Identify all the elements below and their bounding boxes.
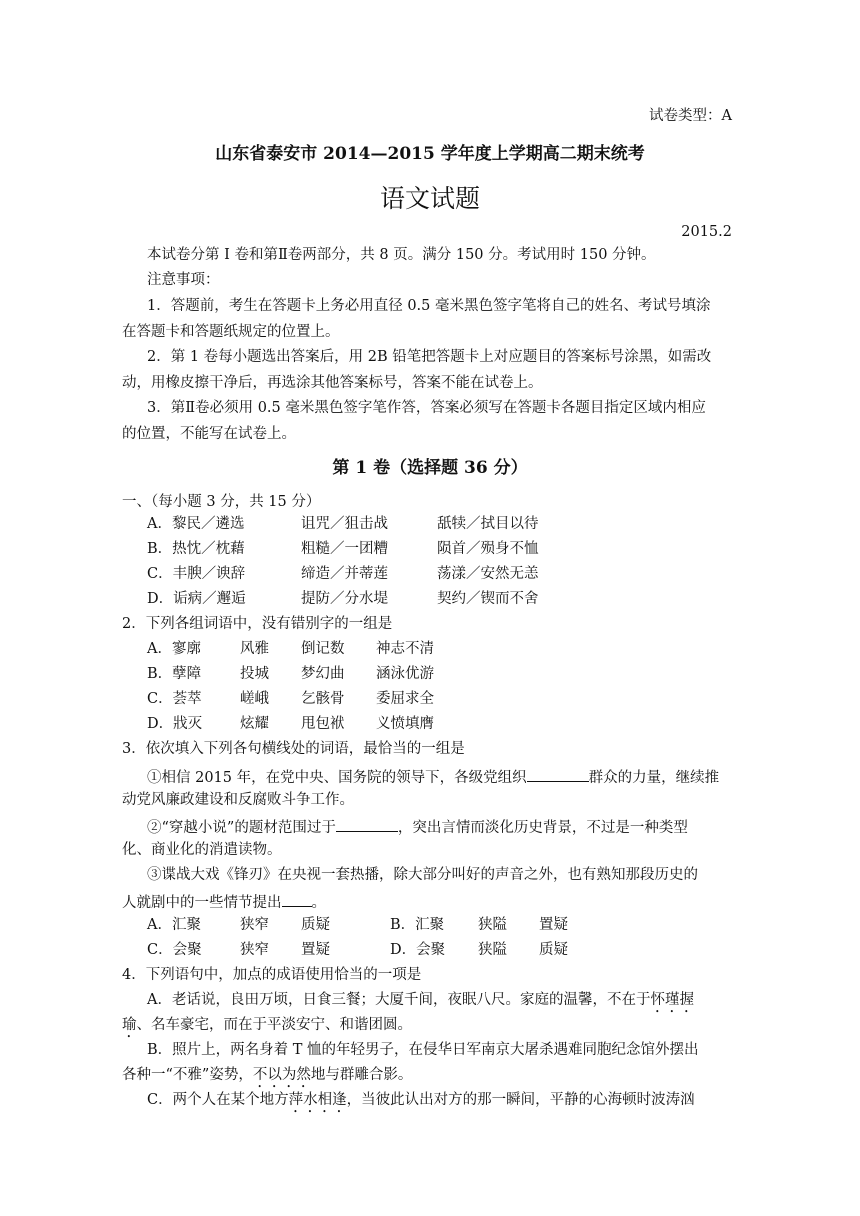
q1-c-2: 缔造／并蒂莲 (301, 566, 388, 582)
q2-c-2: 嵯峨 (240, 691, 269, 707)
q3-a-1: A．汇聚 (147, 917, 201, 933)
q3-a-3: 质疑 (301, 917, 330, 933)
q3-c-2: 狭窄 (240, 942, 269, 958)
q3-c-1: C．会聚 (147, 942, 202, 958)
q4-option-c-line-1 (147, 1090, 695, 1116)
q1-a-1: A．黎民／遴选 (147, 516, 245, 532)
note-3-line-1: 3．第Ⅱ卷必须用 0.5 毫米黑色签字笔作答，答案必须写在答题卡各题目指定区域内相应 (147, 400, 706, 416)
q3-s3-text-2: 。 (311, 895, 326, 911)
q4-a-idiom-end: 瑜 (122, 1017, 137, 1033)
q3-c-3: 置疑 (301, 942, 330, 958)
q2-stem: 2．下列各组词语中，没有错别字的一组是 (122, 616, 393, 632)
q1-d-1: D．诟病／邂逅 (147, 591, 246, 607)
q3-blank-2 (336, 815, 398, 832)
q3-d-1: D．会聚 (390, 942, 446, 958)
note-3-line-2: 的位置，不能写在试卷上。 (122, 426, 296, 442)
q2-a-4: 神志不清 (376, 641, 434, 657)
q4-c-idiom: 萍水相逢 (288, 1092, 347, 1108)
q2-d-2: 炫耀 (240, 716, 269, 732)
q4-a-text-2: 、名车豪宅，而在于平淡安宁、和谐团圆。 (136, 1017, 412, 1033)
q3-b-2: 狭隘 (478, 917, 507, 933)
q2-a-3: 倒记数 (301, 641, 345, 657)
q4-b-idiom: 不以为然 (252, 1067, 311, 1083)
section-1-title: 第 1 卷（选择题 36 分） (332, 458, 528, 478)
note-1-line-2: 在答题卡和答题纸规定的位置上。 (122, 324, 340, 340)
q2-a-1: A．寥廓 (147, 641, 201, 657)
q4-option-a-line-1 (147, 990, 694, 1016)
q1-a-2: 诅咒／狙击战 (301, 516, 388, 532)
q1-d-2: 提防／分水堤 (301, 591, 388, 607)
q3-blank-3 (282, 890, 312, 907)
exam-date: 2015.2 (681, 224, 732, 240)
q3-s3-text: 人就剧中的一些情节提出 (122, 895, 282, 911)
q2-c-1: C．荟萃 (147, 691, 202, 707)
q3-s2-text-2: ，突出言情而淡化历史背景，不过是一种类型 (397, 820, 688, 836)
q4-stem: 4．下列语句中，加点的成语使用恰当的一项是 (122, 967, 422, 983)
q3-sentence-1-line-2: 动党风廉政建设和反腐败斗争工作。 (122, 792, 354, 808)
note-2-line-2: 动，用橡皮擦干净后，再选涂其他答案标号，答案不能在试卷上。 (122, 375, 543, 391)
q3-stem: 3．依次填入下列各句横线处的词语，最恰当的一组是 (122, 741, 465, 757)
exam-title: 山东省泰安市 2014—2015 学年度上学期高二期末统考 (215, 144, 645, 164)
q3-blank-1 (527, 765, 589, 782)
q4-b-text: 各种一“不雅”姿势， (122, 1067, 253, 1083)
q2-d-3: 甩包袱 (301, 716, 345, 732)
q3-d-3: 质疑 (539, 942, 568, 958)
q2-b-4: 涵泳优游 (376, 666, 434, 682)
q4-option-b-line-2 (122, 1065, 412, 1091)
q2-b-2: 投城 (240, 666, 269, 682)
q4-option-a-line-2 (122, 1015, 412, 1041)
q3-sentence-3-line-1: ③谍战大戏《锋刃》在央视一套热播，除大部分叫好的声音之外，也有熟知那段历史的 (147, 867, 698, 883)
subject-title: 语文试题 (379, 184, 480, 213)
q4-option-b-line-1: B．照片上，两名身着 T 恤的年轻男子，在侵华日军南京大屠杀遇难同胞纪念馆外摆出 (147, 1042, 699, 1058)
q3-sentence-2-line-2: 化、商业化的消遣读物。 (122, 842, 282, 858)
q2-a-2: 风雅 (240, 641, 269, 657)
q1-b-2: 粗糙／一团糟 (301, 541, 388, 557)
q1-c-3: 荡漾／安然无恙 (437, 566, 539, 582)
q3-s1-text: ①相信 2015 年，在党中央、国务院的领导下，各级党组织 (147, 770, 527, 786)
q3-b-1: B．汇聚 (390, 917, 445, 933)
q3-d-2: 狭隘 (478, 942, 507, 958)
q3-sentence-1-line-1 (147, 765, 719, 788)
q1-b-1: B．热忱／枕藉 (147, 541, 245, 557)
q3-s1-text-2: 群众的力量，继续推 (588, 770, 720, 786)
q1-b-3: 陨首／殒身不恤 (437, 541, 539, 557)
q2-d-1: D．戕灭 (147, 716, 203, 732)
q2-b-3: 梦幻曲 (301, 666, 345, 682)
note-2-line-1: 2．第 1 卷每小题选出答案后，用 2B 铅笔把答题卡上对应题目的答案标号涂黑，如需改 (147, 349, 712, 365)
q3-sentence-3-line-2 (122, 890, 326, 913)
q3-s2-text: ②“穿越小说”的题材范围过于 (147, 820, 336, 836)
q4-c-text-2: ，当彼此认出对方的那一瞬间，平静的心海顿时波涛汹 (346, 1092, 695, 1108)
q2-d-4: 义愤填膺 (376, 716, 434, 732)
q1-stem: 一、（每小题 3 分，共 15 分） (122, 494, 321, 510)
q4-a-text: A．老话说，良田万顷，日食三餐；大厦千间，夜眠八尺。家庭的温馨，不在于 (147, 992, 651, 1008)
note-1-line-1: 1．答题前，考生在答题卡上务必用直径 0.5 毫米黑色签字笔将自己的姓名、考试号填涂 (147, 298, 711, 314)
q2-c-3: 乞骸骨 (301, 691, 345, 707)
q1-c-1: C．丰腴／谀辞 (147, 566, 246, 582)
q3-b-3: 置疑 (539, 917, 568, 933)
notes-heading: 注意事项： (147, 272, 220, 288)
q3-a-2: 狭窄 (240, 917, 269, 933)
q2-c-4: 委屈求全 (376, 691, 434, 707)
q4-a-idiom: 怀瑾握 (650, 992, 694, 1008)
q4-c-text: C．两个人在某个地方 (147, 1092, 289, 1108)
paper-type: 试卷类型：A (649, 108, 732, 124)
q2-b-1: B．孽障 (147, 666, 202, 682)
q3-sentence-2-line-1 (147, 815, 688, 838)
q1-d-3: 契约／锲而不舍 (437, 591, 539, 607)
q4-b-text-2: 地与群雕合影。 (310, 1067, 413, 1083)
intro-summary: 本试卷分第 I 卷和第Ⅱ卷两部分，共 8 页。满分 150 分。考试用时 150 分钟。 (147, 247, 656, 263)
q1-a-3: 舐犊／拭目以待 (437, 516, 539, 532)
